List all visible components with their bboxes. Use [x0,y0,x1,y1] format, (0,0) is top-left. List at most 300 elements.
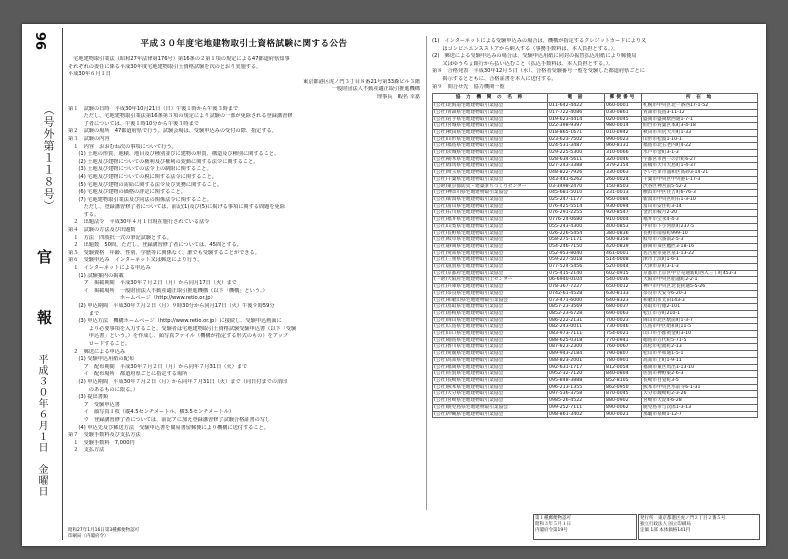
postal-code-cell: 910-0004 [605,217,642,224]
phone-cell: 087-823-2300 [548,344,605,351]
text-line: (3) 申込方法 機構ホームページ（http://www.retio.or.jp）に接続し、受験申込画面に [68,318,282,325]
table-row [433,197,758,204]
body-name-cell: (公社)宮城県宅地建物取引業協会 [433,123,548,130]
phone-cell: 029-225-5300 [548,150,605,157]
colophon [68,514,758,542]
text-line: する。 [68,211,100,218]
body-name-cell: (公社)山梨県宅地建物取引業協会 [433,223,548,230]
table-row [433,243,758,250]
address-cell: 富山市安住町3-14 [642,203,758,210]
phone-cell: 0952-32-7120 [548,371,605,378]
body-name-cell: (公社)福井県宅地建物取引業協会 [433,217,548,224]
gazette-page [22,24,766,546]
phone-cell: 078-367-7227 [548,284,605,291]
text-line: (2) 土地及び建物についての権利及び権利の変動に関する法令に関すること。 [68,158,259,165]
postal-code-cell: 780-0901 [605,357,642,364]
table-row [433,270,758,277]
phone-cell: 011-642-4422 [548,103,605,110]
phone-cell: 0742-61-4528 [548,290,605,297]
text-line: イ 配布場所 都道府県ごとに指定する場所 [68,371,188,378]
postal-code-cell: 870-0045 [605,391,642,398]
text-line: のあるものに限る。） [68,386,139,393]
address-cell: 津市上浜町1-6-1 [642,257,758,264]
address-cell: 前橋市天川大島町1-4-37 [642,163,758,170]
column-header-postal: 郵便番号 [605,94,642,103]
text-line: はコンビニエンスストアから納入する（事務手数料は、本人負担とする。）。 [432,45,619,52]
publisher-line: 発行所 東京都港区虎ノ門２丁目２番５号 [640,516,726,521]
table-row [433,190,758,197]
column-divider [426,36,427,510]
body-name-cell: (公社)鳥取県宅地建物取引業協会 [433,304,548,311]
body-name-cell: (公社)新潟県宅地建物取引業協会 [433,197,548,204]
phone-cell: 095-848-3888 [548,377,605,384]
text-line: ホームページ（http://www.retio.or.jp） [68,295,216,302]
body-name-cell: (公社)滋賀県宅地建物取引業協会 [433,264,548,271]
text-line: ア 掲載期間 平成30年７月２日（月）から同月17日（火）まで [68,280,237,287]
text-line: １ インターネットによる申込み [68,265,151,272]
address-cell: 渋谷区神宮前5-52-2 [642,183,758,190]
address-cell: 宇都宮市西一の沢町6-27 [642,156,758,163]
phone-cell: 0857-23-3569 [548,304,605,311]
table-row [433,290,758,297]
body-name-cell: (公社)宮崎県宅地建物取引業協会 [433,398,548,405]
address-cell: 岡山市北区駅前町1-3-7 [642,317,758,324]
address-cell: 名古屋市東区泉1-13-22 [642,250,758,257]
phone-cell: 019-623-4414 [548,116,605,123]
text-line: 了者については、午後１時10分から午後３時まで [68,120,199,127]
table-row [433,371,758,378]
text-line: ２ 支払方法 [68,447,105,454]
postal-code-cell: 812-0054 [605,364,642,371]
text-line: 第６ 受験申込み インターネット又は郵送により行う。 [68,257,203,264]
issuer-org: 一般財団法人不動産適正取引推進機構 [331,86,420,93]
phone-cell: 043-441-6262 [548,176,605,183]
postal-code-cell: 730-0046 [605,324,642,331]
issue-date: 平成３０年６月１日 金曜日 [36,354,47,497]
table-row [433,310,758,317]
body-name-cell: (公社)佐賀県宅地建物取引業協会 [433,371,548,378]
body-name-cell: (公社)鹿児島県宅地建物取引業協会 [433,404,548,411]
address-cell: 新潟市中央区明石1-3-10 [642,197,758,204]
phone-cell: 028-634-5611 [548,156,605,163]
stamp-line: 昭和３年５月１日 [535,522,571,527]
table-row [433,150,758,157]
text-line: より必要事項を入力すること。受験者は宅地建物取引士資格試験受験申込書（以下「受験 [68,325,297,332]
phone-cell: 088-625-0318 [548,337,605,344]
postal-stamp-box [533,514,637,540]
colophon-line: 昭和27年1月16日第3種郵便物認可 [68,528,140,533]
paper-name: 官 報 [35,249,53,345]
text-line: (2) 申込期間 平成30年７月２日（月）から同年７月31日（火）まで（同日付までの消印 [68,378,288,385]
postal-code-cell: 630-8133 [605,290,642,297]
text-line: まで [68,310,100,317]
table-row [433,203,758,210]
address-cell: さいたま市浦和区高砂3-14-21 [642,170,758,177]
address-cell: 福岡市東区馬出1-13-10 [642,364,758,371]
text-line: ２ 郵送による申込み [68,348,126,355]
body-name-cell: (公社)長崎県宅地建物取引業協会 [433,377,548,384]
body-name-cell: (公社)大分県宅地建物取引業協会 [433,391,548,398]
text-line: 第２ 試験の場所 47都道府県で行う。試験会場は、受験申込みの受付の際、指定する。 [68,128,277,135]
postal-code-cell: 754-0021 [605,331,642,338]
body-name-cell: (公社)三重県宅地建物取引業協会 [433,257,548,264]
body-name-cell: (公社)広島県宅地建物取引業協会 [433,324,548,331]
table-row [433,337,758,344]
phone-cell: 059-227-5018 [548,257,605,264]
table-row [433,324,758,331]
body-name-cell: (公社)山口県宅地建物取引業協会 [433,331,548,338]
postal-code-cell: 602-0915 [605,270,642,277]
text-line: 申込書」という。）を作成し、顔写真ファイル（機構が指定する形式のもの）をアップ [68,333,288,340]
postal-code-cell: 700-0023 [605,317,642,324]
postal-code-cell: 030-0861 [605,109,642,116]
stamp-line: 内閣府令第19号 [535,528,568,533]
phone-cell: 083-973-7111 [548,331,605,338]
phone-cell: 0776-24-0680 [548,217,605,224]
address-cell: 宮崎市大淀4-6-28 [642,398,758,405]
postal-code-cell: 960-8131 [605,143,642,150]
body-name-cell: (公社)和歌山県宅地建物取引業協会 [433,297,548,304]
text-line: 第１ 試験の日時 平成30年10月21日（日）午後１時から午後３時まで [68,105,239,112]
postal-code-cell: 500-8358 [605,237,642,244]
address-cell: 水戸市金町3-1-3 [642,150,758,157]
address-cell: 鳥取市行徳2-101 [642,304,758,311]
postal-code-cell: 379-2154 [605,163,642,170]
text-line: 第３ 試験の内容 [68,135,110,142]
postal-code-cell: 950-0084 [605,197,642,204]
address-cell: 熊本市中央区水前寺6-1-31 [642,384,758,391]
address-cell: 金沢市鞍月2-20 [642,210,758,217]
postal-code-cell: 890-0062 [605,404,642,411]
text-line: ア 配布期間 平成30年７月２日（月）から同年７月31日（火）まで [68,363,248,370]
postal-code-cell: 310-0066 [605,150,642,157]
table-row [433,304,758,311]
table-row [433,156,758,163]
phone-cell: 092-631-1717 [548,364,605,371]
table-row [433,109,758,116]
table-row [433,357,758,364]
body-name-cell: (公社)香川県宅地建物取引業協会 [433,344,548,351]
table-row [433,223,758,230]
text-line: １ 方法 四肢択一式の筆記試験とする。 [68,234,172,241]
publisher-line: 独立行政法人 国立印刷局 [640,522,691,527]
body-name-cell: (公社)愛媛県宅地建物取引業協会 [433,351,548,358]
address-cell: 奈良市大安寺6-20-3 [642,290,758,297]
postal-code-cell: 770-0941 [605,337,642,344]
postal-code-cell: 520-0044 [605,264,642,271]
text-line: 掲示するとともに、合格証書を本人に送付する。 [432,75,557,82]
body-name-cell: (公社)徳島県宅地建物取引業協会 [433,337,548,344]
table-row [433,277,758,284]
address-cell: 大津市京町3-1-3 [642,264,758,271]
table-row [433,237,758,244]
address-cell: 鹿児島市与次郎1-3-13 [642,404,758,411]
phone-cell: 052-953-8040 [548,250,605,257]
cooperating-bodies-table [432,93,758,418]
table-row [433,250,758,257]
postal-code-cell: 640-8323 [605,297,642,304]
text-line: (6) 宅地及び建物の価格の評定に関すること。 [68,189,186,196]
phone-cell: 018-865-1671 [548,129,605,136]
body-name-cell: (公社)石川県宅地建物取引業協会 [433,210,548,217]
address-cell: 松江市寺町210-1 [642,310,758,317]
table-row [433,331,758,338]
notice-body-left [68,106,420,455]
postal-code-cell: 980-0014 [605,123,642,130]
text-line: ２ 出題法令 平成30年４月１日現在施行されている法令 [68,219,210,226]
postal-code-cell: 540-0036 [605,277,642,284]
text-line: (4) 宅地及び建物についての税に関する法令に関すること。 [68,173,217,180]
body-name-cell: (公財)東京都防災・建築まちづくりセンター [433,183,548,190]
left-column [68,38,420,510]
postal-code-cell: 790-0807 [605,351,642,358]
address-cell: 青森市長島3-11-12 [642,109,758,116]
table-row [433,129,758,136]
table-row [433,210,758,217]
table-row [433,143,758,150]
text-line: (1) インターネットによる受験申込みの場合は、機構が指定するクレジットカードにより又 [432,38,647,44]
address-cell: 長野市南県町999-10 [642,230,758,237]
phone-cell: 075-415-2140 [548,270,605,277]
body-name-cell: (一財)大阪府宅地建物取引士センター [433,277,548,284]
table-header-row [433,94,758,103]
address-cell: 山形市松波1-10-1 [642,136,758,143]
body-name-cell: (公社)島根県宅地建物取引業協会 [433,310,548,317]
phone-cell: 076-291-2255 [548,210,605,217]
phone-cell: 096-213-1355 [548,384,605,391]
right-column [432,38,758,510]
text-line: ア 受験申込書 [68,401,120,408]
table-row [433,377,758,384]
phone-cell: 073-471-6000 [548,297,605,304]
body-name-cell: (公社)岐阜県宅地建物取引業協会 [433,237,548,244]
address-cell: 福島市北五老内町4-22 [642,143,758,150]
address-cell: 岐阜市六条南2-5-3 [642,237,758,244]
phone-cell: 082-243-0011 [548,324,605,331]
table-row [433,384,758,391]
phone-cell: 0985-26-4522 [548,398,605,405]
text-line: 第９ 問合せ先 協力機関一覧 [432,83,505,90]
table-row [433,136,758,143]
phone-cell: 058-275-1171 [548,237,605,244]
text-line: 又はゆうちょ銀行から払い込むこと（払込手数料は、本人負担とする。）。 [432,60,614,67]
phone-cell: 03-3498-2470 [548,183,605,190]
phone-cell: 048-822-7926 [548,170,605,177]
table-row [433,351,758,358]
postal-code-cell: 930-0094 [605,203,642,210]
body-name-cell: (公社)埼玉県宅地建物取引業協会 [433,170,548,177]
phone-cell: 025-247-1177 [548,197,605,204]
body-name-cell: (公社)静岡県宅地建物取引業協会 [433,243,548,250]
address-cell: 松山市平和通1-5-1 [642,351,758,358]
postal-code-cell: 900-0021 [605,411,642,418]
postal-code-cell: 330-0063 [605,170,642,177]
postal-code-cell: 150-8503 [605,183,642,190]
text-line: ウ 登録講習修了者については、前記アに加え登録講習修了試験合格証書の写し [68,416,271,423]
address-cell: 高松市松福町2-13 [642,344,758,351]
page-number: 96 [32,32,47,51]
address-cell: 徳島市万代町5-71-5 [642,337,758,344]
phone-cell: 045-681-5010 [548,190,605,197]
body-name-cell: (公社)高知県宅地建物取引業協会 [433,357,548,364]
phone-cell: 077-524-5456 [548,264,605,271]
issuer-signer: 理事長 蝦名 幸嘉 [376,93,420,100]
postal-code-cell: 060-0001 [605,103,642,110]
postal-code-cell: 852-8105 [605,377,642,384]
body-name-cell: (公社)兵庫県宅地建物取引業協会 [433,284,548,291]
address-cell: 高知市上町1-9-11 [642,357,758,364]
address-cell: 大阪市中央区船越町2-2-1 [642,277,758,284]
text-line: (1) 試験案内の掲載 [68,272,124,279]
text-line: (1) 土地の形質、地積、地目及び種別並びに建物の形質、構造及び種別に関すること。 [68,151,280,158]
table-row [433,230,758,237]
address-cell: 福井市宝永4-4-3 [642,217,758,224]
colophon-line: 印刷局（内閣府令） [68,534,109,539]
postal-code-cell: 514-0008 [605,257,642,264]
text-line: ただし、宅地建物取引業法第16条第３項の規定により試験の一部が免除される登録講習修 [68,113,293,120]
table-row [433,264,758,271]
postal-code-cell: 920-8547 [605,210,642,217]
address-cell: 長崎市目覚町3-5 [642,377,758,384]
postal-code-cell: 690-0063 [605,310,642,317]
body-name-cell: (公社)福島県宅地建物取引業協会 [433,143,548,150]
intro-line: 宅地建物取引業法（昭和27年法律第176号）第16条の２第１項の規定による47都道府県知事 [68,56,290,62]
address-cell: 秋田市川尻大川町1-33 [642,129,758,136]
table-row [433,411,758,418]
body-name-cell: (公社)茨城県宅地建物取引業協会 [433,150,548,157]
text-line: 第８ 合格発表 平成30年12月５日（水）、合格者受験番号一覧を受験した都道府県ごとに [432,68,645,75]
table-row [433,364,758,371]
address-cell: 盛岡市盛岡駅西通1-7-1 [642,116,758,123]
postal-code-cell: 461-0001 [605,250,642,257]
address-cell: 那覇市泉崎1-12-7 [642,411,758,418]
header-divider [62,28,63,540]
postal-code-cell: 260-0024 [605,176,642,183]
publisher-line: 定価 1部 本体価格141円 [640,528,691,533]
phone-cell: 088-823-2001 [548,357,605,364]
stamp-line: 第１種郵便物認可 [535,516,571,521]
text-line: １ 内容 おおむね次の事項について行う。 [68,143,177,150]
postal-code-cell: 840-0804 [605,371,642,378]
address-cell: 佐賀市神野東2-6-3 [642,371,758,378]
table-row [433,404,758,411]
address-cell: 千葉市中央区中央港1-17-3 [642,176,758,183]
phone-cell: 027-243-3388 [548,163,605,170]
table-row [433,116,758,123]
body-name-cell: (公社)秋田県宅地建物取引業協会 [433,129,548,136]
body-name-cell: (公社)長野県宅地建物取引業協会 [433,230,548,237]
body-name-cell: (公社)青森県宅地建物取引業協会 [433,109,548,116]
phone-cell: 0852-23-6728 [548,310,605,317]
text-line: ２ 出題数 50問。ただし、登録講習修了者については、45問とする。 [68,242,242,249]
body-name-cell: (公社)福岡県宅地建物取引業協会 [433,364,548,371]
text-line: ロードすること。 [68,340,131,347]
table-row [433,398,758,405]
body-name-cell: (公社)京都府宅地建物取引業協会 [433,270,548,277]
address-cell: 京都市上京区中立売通新町西入三丁町453-3 [642,270,758,277]
postal-code-cell: 320-0046 [605,156,642,163]
body-name-cell: (公社)栃木県宅地建物取引業協会 [433,156,548,163]
colophon-memo [68,528,139,540]
address-cell: 広島市中区昭和町11-5 [642,324,758,331]
body-name-cell: (公社)愛知県宅地建物取引業協会 [433,250,548,257]
postal-code-cell: 020-0045 [605,116,642,123]
phone-cell: 086-222-2131 [548,317,605,324]
table-row [433,103,758,110]
text-line: (3) 土地及び建物についての法令上の制限に関すること。 [68,166,212,173]
table-row [433,284,758,291]
body-name-cell: (公社)北海道宅地建物取引業協会 [433,103,548,110]
address-cell: 仙台市青葉区本町3-4-18 [642,123,758,130]
notice-body-right [432,38,758,91]
text-line: (5) 宅地及び建物の需給に関する法令及び実務に関すること。 [68,181,223,188]
phone-cell: 06-6940-0104 [548,277,605,284]
address-cell: 和歌山市太田143-3 [642,297,758,304]
column-header-address: 所 在 地 [642,94,758,103]
postal-code-cell: 231-0013 [605,190,642,197]
vertical-header [22,24,60,546]
phone-cell: 022-398-9397 [548,123,605,130]
body-name-cell: (公社)群馬県宅地建物取引業協会 [433,163,548,170]
postal-code-cell: 760-0067 [605,344,642,351]
phone-cell: 017-722-4086 [548,109,605,116]
publisher-box [638,514,760,540]
address-cell: 静岡市葵区鷹匠3-18-16 [642,243,758,250]
issue-number: （号外第１１８号） [42,104,55,212]
postal-code-cell: 680-0037 [605,304,642,311]
postal-code-cell: 880-0902 [605,398,642,405]
body-name-cell: (公社)沖縄県宅地建物取引業協会 [433,411,548,418]
postal-code-cell: 862-0950 [605,384,642,391]
body-name-cell: (公社)岩手県宅地建物取引業協会 [433,116,548,123]
address-cell: 大分市城崎町2-3-26 [642,391,758,398]
body-name-cell: (公社)千葉県宅地建物取引業協会 [433,176,548,183]
body-name-cell: (公社)山形県宅地建物取引業協会 [433,136,548,143]
table-body [433,103,758,418]
table-row [433,391,758,398]
notice-title: 平成３０年度宅地建物取引士資格試験に関する公告 [140,39,348,49]
text-line: １ 受験手数料 7,000円 [68,439,135,446]
address-cell: 甲府市下小河原町237-5 [642,223,758,230]
text-line: (2) 郵送による受験申込みの場合は、受験申込用紙に同封の振替払込用紙により郵便局 [432,53,637,60]
text-line: (2) 申込期間 平成30年７月２日（月）９時30分から同月17日（火）午後９時59分 [68,303,275,309]
address-cell: 横浜市中区住吉町6-76-3 [642,190,758,197]
text-line: ただし、登録講習修了者については、前記(1)及び(5)に掲げる事項に関する問題を免除 [68,204,285,211]
table-row [433,170,758,177]
issuer-address: 東京都港区虎ノ門３丁目８番21号第33森ビル３階 [303,78,420,85]
phone-cell: 026-226-5454 [548,230,605,237]
table-row [433,317,758,324]
intro-line: それぞれの委任に係る平成30年度宅地建物取引士資格試験を次のとおり実施する。 [68,63,262,70]
table-row [433,176,758,183]
body-name-cell: (公社)岡山県宅地建物取引業協会 [433,317,548,324]
phone-cell: 099-252-7111 [548,404,605,411]
body-name-cell: (公社)熊本県宅地建物取引業協会 [433,384,548,391]
phone-cell: 055-243-4300 [548,223,605,230]
text-line: (7) 宅地建物取引業法及び同法の関係法令に関すること。 [68,196,212,203]
address-cell: 札幌市中央区北一条西17-1-52 [642,103,758,110]
postal-code-cell: 380-0836 [605,230,642,237]
table-row [433,183,758,190]
phone-cell: 089-943-2184 [548,351,605,358]
text-line: (4) 申込先及び郵送方法 受験申込書を簡易書留郵便により機構に送付すること。 [68,424,269,431]
text-line: (1) 受験申込用紙の配布 [68,356,135,363]
phone-cell: 097-536-3758 [548,391,605,398]
table-row [433,344,758,351]
postal-code-cell: 420-0839 [605,243,642,250]
postal-code-cell: 400-0853 [605,223,642,230]
phone-cell: 098-861-3402 [548,411,605,418]
